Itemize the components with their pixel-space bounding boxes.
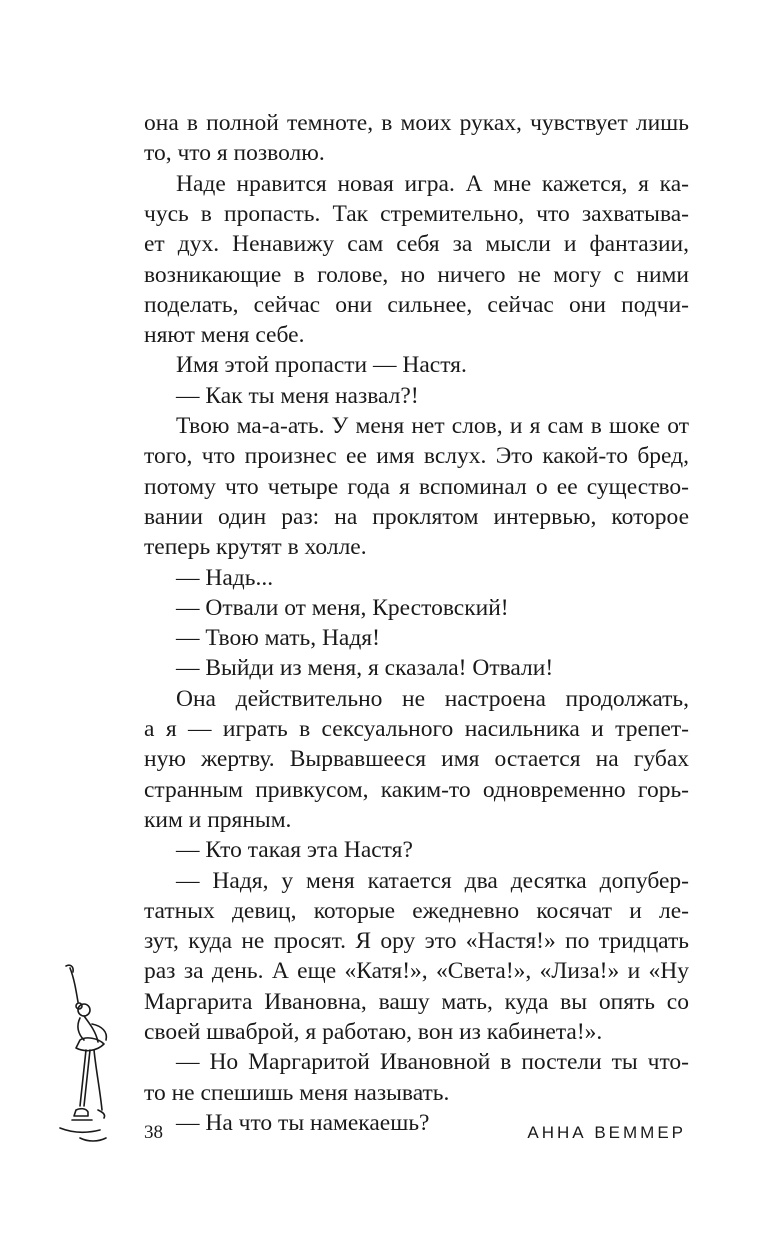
running-head-author: АННА ВЕММЕР: [527, 1123, 686, 1142]
text-line: — На что ты намекаешь?: [176, 1109, 430, 1136]
text-line: того, что произнес ее имя вслух. Это какой-то бред,: [144, 443, 689, 470]
text-line: — Надь...: [176, 564, 274, 591]
text-line: она в полной темноте, в моих руках, чувствует лишь: [144, 110, 689, 136]
text-line: Твою ма-а-ать. У меня нет слов, и я сам в шоке от: [176, 413, 689, 439]
text-line: — Выйди из меня, я сказала! Отвали!: [176, 655, 554, 682]
text-line: татных девиц, которые ежедневно косячат и ле-: [144, 897, 689, 924]
text-line: потому что четыре года я вспоминал о ее существо-: [144, 473, 689, 500]
text-line: своей шваброй, я работаю, вон из кабинета!».: [144, 1019, 603, 1045]
text-line: вании один раз: на проклятом интервью, которое: [144, 503, 689, 530]
text-line: няют меня себе.: [144, 322, 305, 349]
text-line: Маргарита Ивановна, вашу мать, куда вы опять со: [144, 988, 689, 1015]
text-line: — Но Маргаритой Ивановной в постели ты что-: [176, 1049, 689, 1076]
text-line: Имя этой пропасти — Настя.: [176, 352, 467, 379]
text-line: — Кто такая эта Настя?: [176, 837, 413, 864]
text-line: поделать, сейчас они сильнее, сейчас они подчи-: [144, 291, 689, 318]
text-line: то не спешишь меня называть.: [144, 1079, 450, 1106]
text-line: теперь крутят в холле.: [144, 534, 367, 561]
text-line: ким и пряным.: [144, 806, 292, 833]
text-line: возникающие в голове, но ничего не могу с ними: [144, 261, 689, 288]
text-line: — Твою мать, Надя!: [176, 625, 380, 652]
figure-skater-illustration: [40, 960, 130, 1160]
page-number: 38: [144, 1122, 163, 1143]
text-line: ет дух. Ненавижу сам себя за мысли и фантазии,: [144, 231, 689, 258]
text-line: ную жертву. Вырвавшееся имя остается на губах: [144, 746, 689, 773]
text-line: — Как ты меня назвал?!: [176, 382, 419, 409]
text-line: то, что я позволю.: [144, 140, 325, 167]
text-line: — Отвали от меня, Крестовский!: [176, 594, 509, 621]
text-line: а я — играть в сексуального насильника и трепет-: [144, 716, 689, 742]
text-line: Она действительно не настроена продолжать,: [176, 685, 689, 712]
text-line: странным привкусом, каким-то одновременно горь-: [144, 776, 689, 803]
text-line: зут, куда не просят. Я ору это «Настя!» по тридцать: [144, 928, 689, 955]
text-line: чусь в пропасть. Так стремительно, что захватыва-: [144, 200, 689, 227]
text-line: раз за день. А еще «Катя!», «Света!», «Лиза!» и «Ну: [144, 958, 689, 985]
text-line: — Надя, у меня катается два десятка допубер-: [176, 867, 689, 894]
text-line: Наде нравится новая игра. А мне кажется, я ка-: [176, 170, 689, 197]
